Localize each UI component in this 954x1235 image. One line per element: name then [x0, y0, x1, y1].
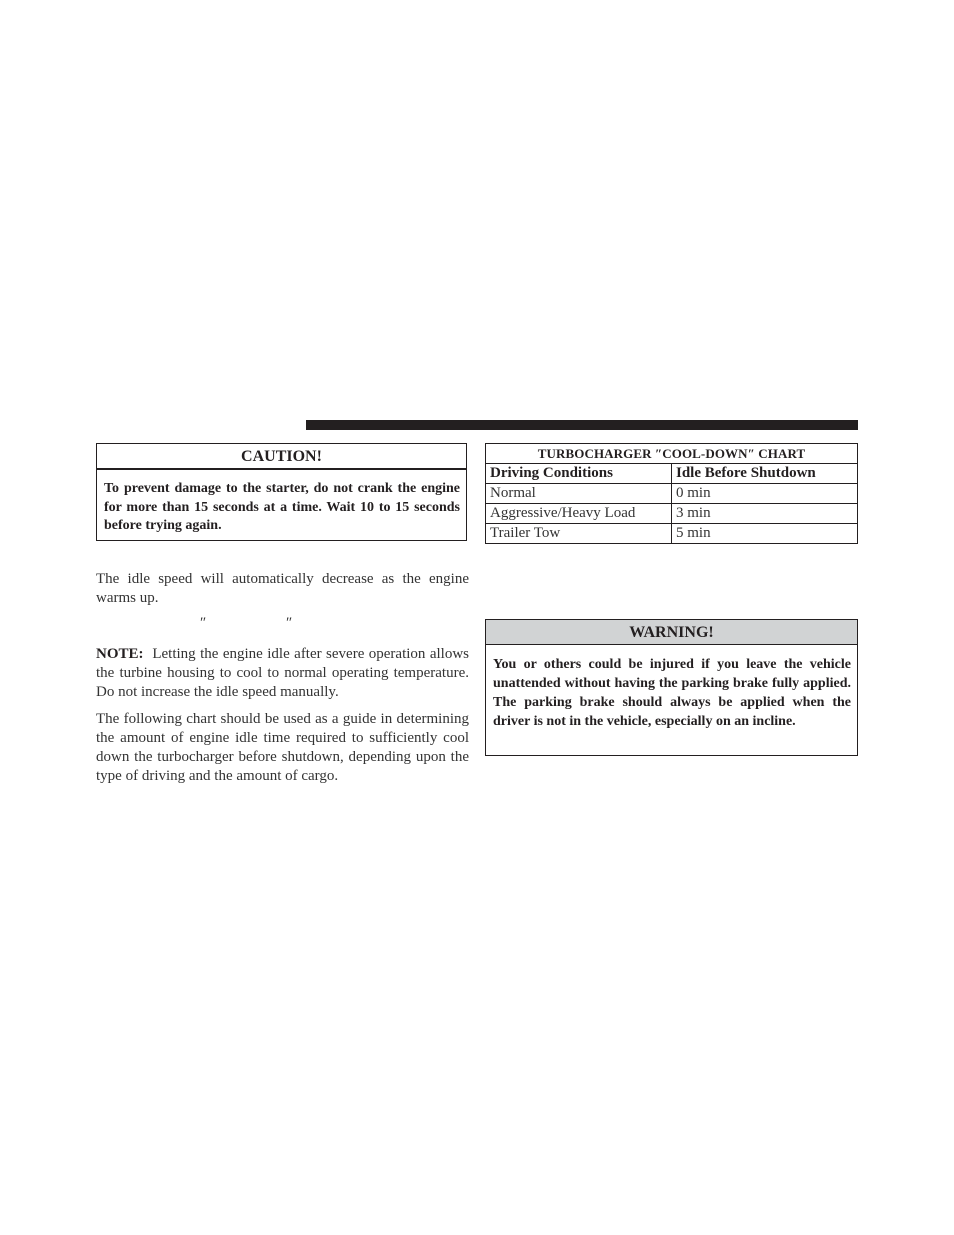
warning-title: WARNING! [486, 620, 857, 645]
table-cell: Trailer Tow [486, 524, 672, 544]
table-cell: Aggressive/Heavy Load [486, 504, 672, 524]
note-label: NOTE: [96, 646, 144, 662]
table-row [486, 524, 858, 544]
table-row [486, 484, 858, 504]
table-title: TURBOCHARGER ″COOL-DOWN″ CHART [486, 444, 858, 464]
warning-box [485, 619, 858, 756]
table-cell: 0 min [672, 484, 858, 504]
table-header-idle-before-shutdown: Idle Before Shutdown [672, 464, 858, 484]
quote-mark-left: ″ [200, 615, 207, 631]
note-text: Letting the engine idle after severe operation allows the turbine housing to cool to normal operating temperature. Do not increase the idle speed manually. [96, 646, 469, 700]
chart-guide-paragraph: The following chart should be used as a guide in determining the amount of engine idle time required to sufficiently cool down the turbocharger before shutdown, depending upon the type of driving and the amount of cargo. [96, 711, 469, 784]
caution-box [96, 443, 467, 541]
table-header-driving-conditions: Driving Conditions [486, 464, 672, 484]
warning-text: You or others could be injured if you leave the vehicle unattended without having the parking brake fully applied. The parking brake should always be applied when the driver is not in the vehicle, especially on an incline. [493, 657, 851, 729]
table-cell: 3 min [672, 504, 858, 524]
idle-speed-paragraph: The idle speed will automatically decrease as the engine warms up. [96, 571, 469, 606]
table-row [486, 504, 858, 524]
table-cell: Normal [486, 484, 672, 504]
caution-text: To prevent damage to the starter, do not crank the engine for more than 15 seconds at a time. Wait 10 to 15 seconds before trying again. [104, 481, 460, 533]
quote-mark-right: ″ [286, 615, 293, 631]
turbocharger-cool-down-table [485, 443, 858, 544]
caution-title: CAUTION! [97, 444, 466, 470]
table-cell: 5 min [672, 524, 858, 544]
section-header-bar [306, 420, 858, 430]
note-paragraph [96, 645, 469, 702]
